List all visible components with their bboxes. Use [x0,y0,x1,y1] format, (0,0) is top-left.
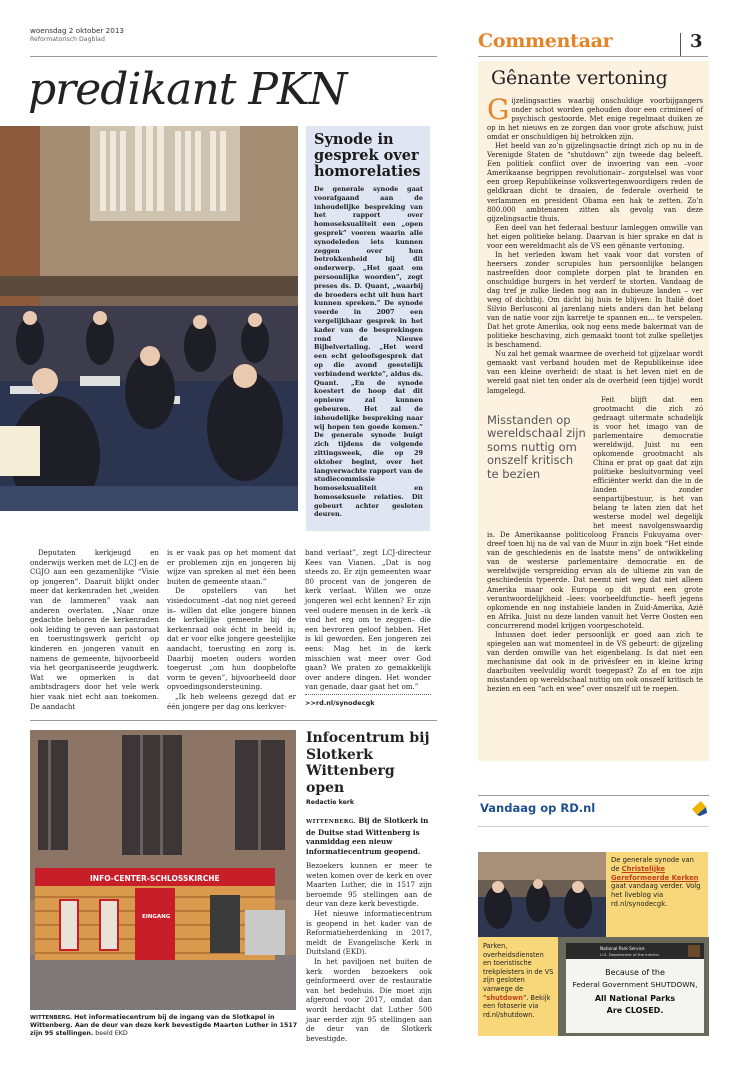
sign-line-3: All National Parks [594,994,676,1003]
rdnl-promo-1-pre: De generale synode van de [611,856,694,873]
article-col-3: band verlaat”, zegt LCJ-directeur Kees van Vianen. „Dat is nog steeds zo. Er zijn gemeenten waar 80 procent van de jongeren de kerk verlaat. Willen we onze jongeren wel echt kennen? Er zijn veel oudere mensen in de kerk –ik vind het erg om te zeggen– die een bevroren geloof hebben. Het is kil geworden. Een jongeren zei eens: Mag het in de kerk misschien wat meer over God gaan? We praten zo gemakkelijk over andere dingen. Het wonder van genade, daar gaat het om.” [305,548,431,692]
link-separator [305,694,431,695]
info-byline: Redactie kerk [306,799,354,806]
editorial-title: Gênante vertoning [491,67,668,89]
rdnl-shutdown-link[interactable]: shutdown [486,993,523,1002]
info-dateline: WITTENBERG. [306,819,356,825]
sidebar-text: De generale synode gaat voorafgaand aan de inhoudelijke bespreking van het rapport over homoseksualiteit een „open gesprek” voeren waarin alle synodeleden iets kunnen zeggen over hun betrokkenheid bij dit onderwerp. „Het gaat om persoonlijke woorden”, zegt preses ds. D. Quant, „waarbij de broeders echt uit hun hart kunnen spreken.” De synode voerde in 2007 een vergelijkbaar gesprek in het kader van de besprekingen rond de Nieuwe Bijbelvertaling. „Het werd een echt geloofsgesprek dat op die avond geestelijk verbindend werkte”, aldus ds. Quant. „En de synode koestert de hoop dat dit opnieuw zal kunnen gebeuren. Het zal de inhoudelijke bespreking naar wij hopen ten goede komen.” De generale synode buigt zich tijdens de volgende zittingsweek, die op 29 oktober begint, over het langverwachte rapport van de studiecommissie homoseksualiteit en homoseksuele relaties. Dit gebeurt achter gesloten deuren. [314,185,423,519]
editorial-pullquote: Misstanden op wereldschaal zijn soms nuttig om onszelf kritisch te bezien [487,412,586,481]
rdnl-title: Vandaag op RD.nl [480,801,596,815]
caption-credit: beeld EKD [95,1030,128,1038]
rdnl-promo-2-text [478,937,558,1019]
sidebar-title: Synode in gesprek over homorelaties [314,131,421,180]
editorial-dropcap: G [487,93,510,126]
rdnl-rule [478,795,709,796]
caption-place: WITTENBERG. [30,1015,73,1021]
editorial-p2: Het beeld van zo’n gijzelingsactie dringt zich op nu in de Verenigde Staten de “shutdown” zijn tweede dag beleeft. Een politiek conflict over de invoering van een –voor Amerikaanse begrippen revolutionair– zorgstelsel was voor een groep Republikeinse volksvertegenwoordigers reden de geldkraan dicht te draaien, de federale overheid te verlammen en president Obama een hak te zetten. Zo’n 800.000 ambtenaren zitten als gevolg van deze gijzelingsactie thuis. [487,142,703,223]
wittenberg-photo [30,730,296,1010]
entrance-sign: EINGANG [142,914,171,920]
section-divider [30,720,437,721]
article-col-2b: De opstellers van het visiedocument –dat nog niet gereed is– willen dat elke jongere binnen de kerkelijke gemeente bij de kerkenraad ook écht in beeld is; dat er voor elke jongere geestelijke aandacht, toerusting en zorg is. Daarbij moeten ouders worden toegerust „om hun doopbelofte vorm te geven”, bijvoorbeeld door opvoedingsondersteuning. [167,586,296,692]
info-lead-text: Bij de Slotkerk in de Duitse stad Wittenberg is vanmiddag een nieuw informatiecentrum geopend. [306,816,429,856]
headline: predikant PKN [28,64,347,115]
info-p3: In het paviljoen net buiten de kerk worden bezoekers ook geïnformeerd over de restauratie van het bedehuis. Die moet zijn afgerond voor 2017, omdat dan wordt herdacht dat Luther 500 jaar eerder zijn 95 stellingen aan de deur van de Slotkerk bevestigde. [306,956,432,1043]
rdnl-promo-1-text [606,852,708,909]
wittenberg-illustration [30,730,296,1010]
info-title: Infocentrum bij Slotkerk Wittenberg open [306,730,430,796]
article-col-2c: „Ik heb weleens gezegd dat er één jongere per dag ons kerkver- [167,691,296,711]
rdnl-shutdown-photo[interactable] [558,937,709,1036]
caption-text: Het informatiecentrum bij de ingang van de Slotkapel in Wittenberg. Aan de deur van deze kerk bevestigde Maarten Luther in 1517 zijn 95 stellingen. [30,1014,298,1038]
page-number: 3 [690,31,703,52]
rdnl-synod-photo[interactable] [478,852,606,937]
issue-date: woensdag 2 oktober 2013 [30,26,124,35]
sign-line-2: Federal Government SHUTDOWN, [572,980,698,989]
rdnl-promo-2-pre: Parken, overheidsdiensten en toeristische trekpleisters in de VS zijn gesloten vanwege de “ [483,942,554,1002]
sign-line-1: Because of the [605,968,665,977]
rdnl-logo-shape [690,799,708,817]
editorial-p6: Feit blijft dat een grootmacht die zich zó gedraagt uitermate schadelijk is voor het imago van de parlementaire democratie wereldwijd. Juist nu een opkomende grootmacht als China er prat op gaat dat zijn politieke besluitvorming veel efficiënter werkt dan die in de landen zonder eenpartijbestuur, is het van belang te laten zien dat het westerse model wel degelijk het meest navolgenswaardig is. De Amerikaanse politicoloog Francis Fukuyama over-dreef toen hij na de val van de Muur in zijn boek “Het einde van de geschiedenis en de laatste mens” de ontwikkeling van de westerse parlementaire democratie en de wereldwijde verspreiding ervan als de ultieme zin van de geschiedenis typeerde. Dat neemt niet weg dat niet alleen Amerika maar ook Europa op dit punt een grote verantwoordelijkheid –lees: voorbeeldfunctie– heeft jegens opkomende en nog instabiele landen in Zuid-Amerika, Azië en Afrika. Juist nu deze landen vanuit het Verre Oosten een concurrerend model krijgen voorgeschoteld. [487,395,703,630]
synod-photo-illustration [0,126,298,511]
article-col-1: Deputaten kerkjeugd en onderwijs werken met de LCJ en de CGJO aan een gezamenlijke “Visie op jongeren”. Daaruit blijkt onder meer dat kerkenraden het „weiden van de lammeren” vaak aan anderen overlaten. „Naar onze gedachte behoren de kerkenraden ook leiding te geven aan pastoraat en toerustingswerk gericht op kinderen en jongeren vanuit en namens de gemeente, bijvoorbeeld via het georganiseerde jeugdwerk. Wat we opmerken is dat ambtsdragers door het vele werk hier vaak niet echt aan toekomen. De aandacht [30,548,159,711]
synod-sidebar [306,126,430,531]
article-col-2a: is er vaak pas op het moment dat er problemen zijn en jongeren bij wijze van spreken al met één been buiten de gemeente staan.” [167,548,296,586]
sign-top-1: National Park Service [600,946,645,951]
section-rule [478,56,708,57]
article-col-2 [167,548,296,711]
rdnl-promo-1-post: gaat vandaag verder. Volg het liveblog via rd.nl/synodecgk. [611,882,701,908]
info-p1: Bezoekers kunnen er meer te weten komen over de kerk en over Maarten Luther, die in 1517 zijn beroemde 95 stellingen aan de deur van deze kerk bevestigde. [306,861,432,909]
page-number-divider [680,33,681,57]
rdnl-synod-link[interactable]: Christelijke Gereformeerde Kerken [611,864,699,882]
rdnl-shutdown-illustration [558,937,709,1036]
info-lead [306,816,432,856]
rdnl-synod-illustration [478,852,606,937]
sign-line-4: Are CLOSED. [606,1006,664,1015]
editorial-p4: In het verleden kwam het vaak voor dat vorsten of heersers zonder scrupules hun persoonlijke belangen nastreefden door complete dorpen plat te branden en onschuldige burgers in het verderf te storten. Vandaag de dag tref je zulke lieden nog aan in dubieuze landen – ver weg of dichtbij. Om dicht bij huis te blijven: In Italië doet Silvio Berlusconi al jarenlang niets anders dan het belang van de natie voor zijn karretje te spannen en... te verspelen. Dat het grote Amerika, ook nog eens mede bakermat van de politieke beschaving, zich gemaakt toont tot zulke spelletjes is beschamend. [487,250,703,350]
synod-photo [0,126,298,511]
rdnl-promo-1 [606,852,708,937]
section-title: Commentaar [478,30,613,52]
header-rule [30,56,437,57]
paper-name: Reformatorisch Dagblad [30,36,105,43]
rdnl-logo-icon [690,799,708,817]
editorial-p5: Nu zal het gemak waarmee de overheid tot gijzelaar wordt gemaakt vast verband houden met de Republikeinse idee van een kleine overheid: de staat is het leven niet en de wereld gaat niet ten onder als de overheid (een tijdje) wordt lamgelegd. [487,350,703,395]
rdnl-rule-2 [478,826,709,827]
editorial-p3: Een deel van het federaal bestuur lamleggen omwille van het eigen politieke belang. Daarvan is hier sprake en dat is voor een wereldmacht als de VS een gênante vertoning. [487,223,703,250]
info-p2: Het nieuwe informatiecentrum is geopend in het kader van de Reformatieherdenking in 2017, meldt de Evangelische Kerk in Duitsland (EKD). [306,908,432,957]
wittenberg-caption [30,1014,298,1039]
rdnl-promo-2-post: ”. Bekijk een fotoserie via rd.nl/shutdown. [483,993,551,1019]
sign-top-2: U.S. Department of the Interior [600,952,660,957]
info-body [306,861,432,1043]
pavilion-sign: INFO-CENTER-SCHLOSSKIRCHE [90,874,220,883]
synod-link[interactable]: >>rd.nl/synodecgk [305,699,375,707]
rdnl-promo-2 [478,937,558,1036]
editorial-p7: Intussen doet ieder persoonlijk er goed aan zich te spiegelen aan wat momenteel in de VS gebeurt: de gijzeling van derden omwille van het eigenbelang. Is dat niet een mechanisme dat ook in de privésfeer en in kleine kring daarbuiten veelvuldig wordt toegepast? Zo af en toe zijn misstanden op wereldschaal nuttig om ook onszelf kritisch te bezien en een “ach en wee” over onszelf uit te roepen. [487,630,703,694]
editorial-body [487,93,703,694]
editorial-p1: ijzelingsacties waarbij onschuldige voorbijgangers onder schot worden gehouden door een crimineel of psychisch gestoorde. Met enige regelmaat duiken ze op in het nieuws en ze zorgen dan voor grote afschuw, juist omdat er onschuldigen bij betrokken zijn. [487,97,703,142]
